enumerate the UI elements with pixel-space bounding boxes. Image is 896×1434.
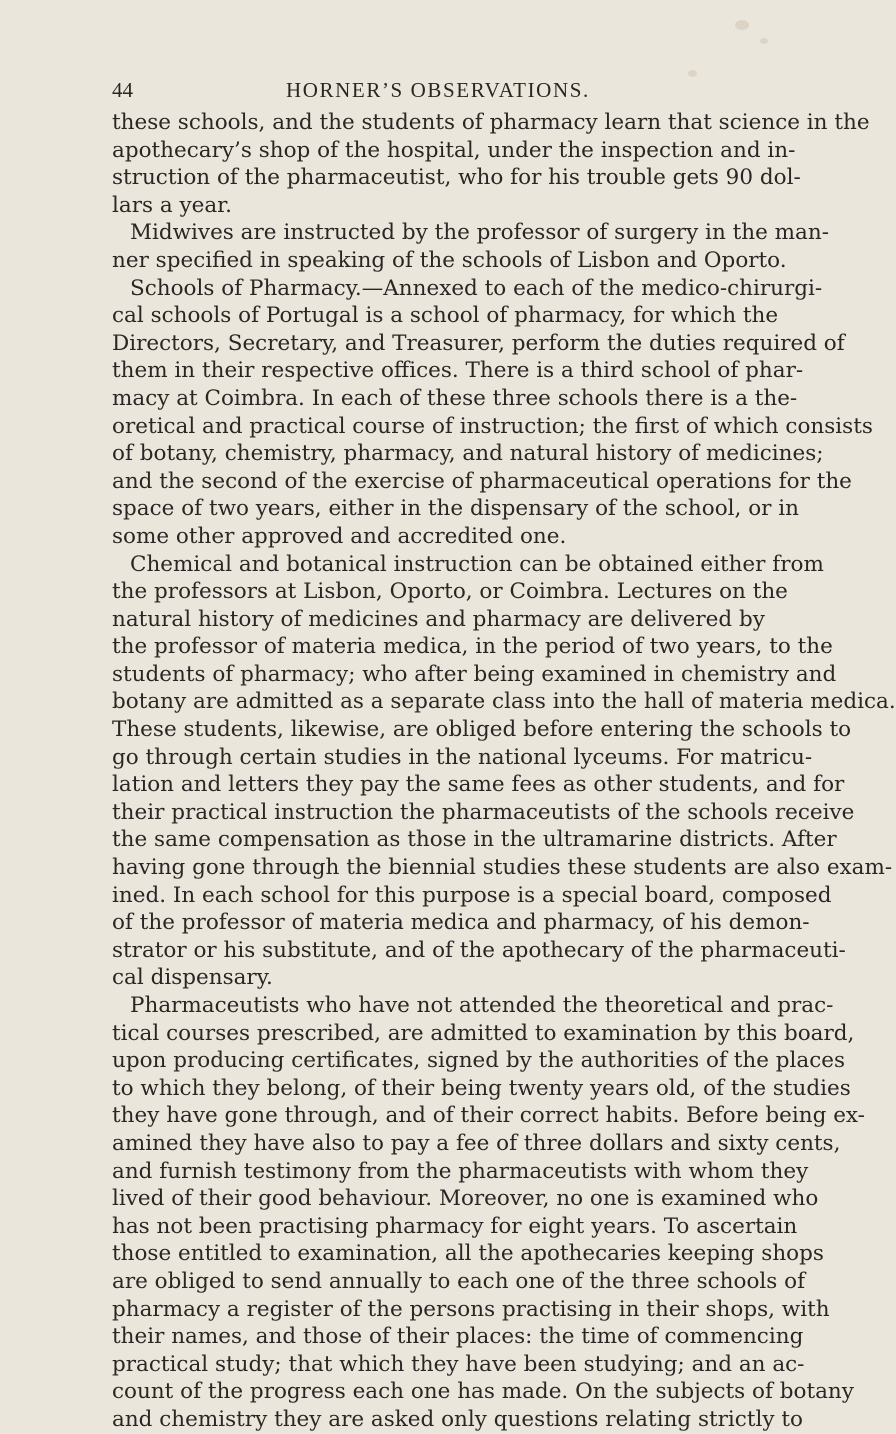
text-line: count of the progress each one has made. On the subjects of botany xyxy=(112,1379,854,1405)
text-line: struction of the pharmaceutist, who for his trouble gets 90 dol- xyxy=(112,165,801,191)
running-head: HORNER’S OBSERVATIONS. xyxy=(286,78,590,102)
text-line: having gone through the biennial studies these students are also exam- xyxy=(112,855,893,881)
text-line: space of two years, either in the dispensary of the school, or in xyxy=(112,496,799,522)
text-line: these schools, and the students of pharmacy learn that science in the xyxy=(112,110,870,135)
text-line: and the second of the exercise of pharmaceutical operations for the xyxy=(112,468,852,494)
text-line: upon producing certificates, signed by the authorities of the places xyxy=(112,1048,846,1074)
text-line: Schools of Pharmacy.—Annexed to each of the medico-chirurgi- xyxy=(130,275,823,301)
text-line: are obliged to send annually to each one of the three schools of xyxy=(112,1268,806,1294)
text-line: lived of their good behaviour. Moreover, no one is examined who xyxy=(112,1186,819,1212)
text-line: they have gone through, and of their correct habits. Before being ex- xyxy=(112,1103,865,1129)
foxing-spot xyxy=(760,38,768,44)
text-line: and furnish testimony from the pharmaceutists with whom they xyxy=(112,1158,809,1184)
text-line: to which they belong, of their being twenty years old, of the studies xyxy=(112,1075,851,1101)
text-line: tical courses prescribed, are admitted to examination by this board, xyxy=(112,1020,855,1046)
foxing-spot xyxy=(735,20,749,30)
text-line: macy at Coimbra. In each of these three schools there is a the- xyxy=(112,385,798,411)
text-line: cal schools of Portugal is a school of pharmacy, for which the xyxy=(112,303,779,329)
text-line: the same compensation as those in the ultramarine districts. After xyxy=(112,827,837,853)
text-line: go through certain studies in the national lyceums. For matricu- xyxy=(112,744,813,770)
text-line: has not been practising pharmacy for eight years. To ascertain xyxy=(112,1213,798,1239)
text-line: cal dispensary. xyxy=(112,965,273,991)
text-line: the professor of materia medica, in the period of two years, to the xyxy=(112,634,833,660)
text-line: Pharmaceutists who have not attended the theoretical and prac- xyxy=(130,993,834,1018)
text-line: those entitled to examination, all the apothecaries keeping shops xyxy=(112,1241,824,1267)
text-line: some other approved and accredited one. xyxy=(112,523,567,549)
foxing-spot xyxy=(688,70,697,77)
text-line: and chemistry they are asked only questions relating strictly to xyxy=(112,1406,803,1432)
text-line: Chemical and botanical instruction can be obtained either from xyxy=(130,551,824,577)
text-line: of the professor of materia medica and pharmacy, of his demon- xyxy=(112,910,810,936)
text-line: of botany, chemistry, pharmacy, and natural history of medicines; xyxy=(112,441,824,467)
text-line: apothecary’s shop of the hospital, under the inspection and in- xyxy=(112,137,796,163)
text-line: ner specified in speaking of the schools of Lisbon and Oporto. xyxy=(112,247,787,273)
text-line: their practical instruction the pharmaceutists of the schools receive xyxy=(112,799,855,825)
text-line: amined they have also to pay a fee of three dollars and sixty cents, xyxy=(112,1130,841,1156)
text-line: practical study; that which they have been studying; and an ac- xyxy=(112,1351,805,1377)
text-line: ined. In each school for this purpose is a special board, composed xyxy=(112,882,832,908)
page-header xyxy=(112,78,710,108)
body-text xyxy=(112,109,896,1434)
text-line: them in their respective offices. There is a third school of phar- xyxy=(112,358,804,384)
text-line: botany are admitted as a separate class into the hall of materia medica. xyxy=(112,689,896,715)
text-line: strator or his substitute, and of the apothecary of the pharmaceuti- xyxy=(112,937,846,963)
text-line: Directors, Secretary, and Treasurer, perform the duties required of xyxy=(112,330,845,356)
text-line: Midwives are instructed by the professor of surgery in the man- xyxy=(130,220,829,246)
text-line: pharmacy a register of the persons practising in their shops, with xyxy=(112,1296,830,1322)
text-line: These students, likewise, are obliged before entering the schools to xyxy=(112,717,852,743)
text-line: lars a year. xyxy=(112,192,232,218)
text-line: natural history of medicines and pharmacy are delivered by xyxy=(112,606,765,632)
text-line: lation and letters they pay the same fees as other students, and for xyxy=(112,772,845,798)
text-line: students of pharmacy; who after being examined in chemistry and xyxy=(112,661,837,687)
text-line: their names, and those of their places: the time of commencing xyxy=(112,1324,804,1350)
text-line: the professors at Lisbon, Oporto, or Coimbra. Lectures on the xyxy=(112,579,788,605)
page-number: 44 xyxy=(112,78,133,102)
text-line: oretical and practical course of instruction; the first of which consists xyxy=(112,413,873,439)
